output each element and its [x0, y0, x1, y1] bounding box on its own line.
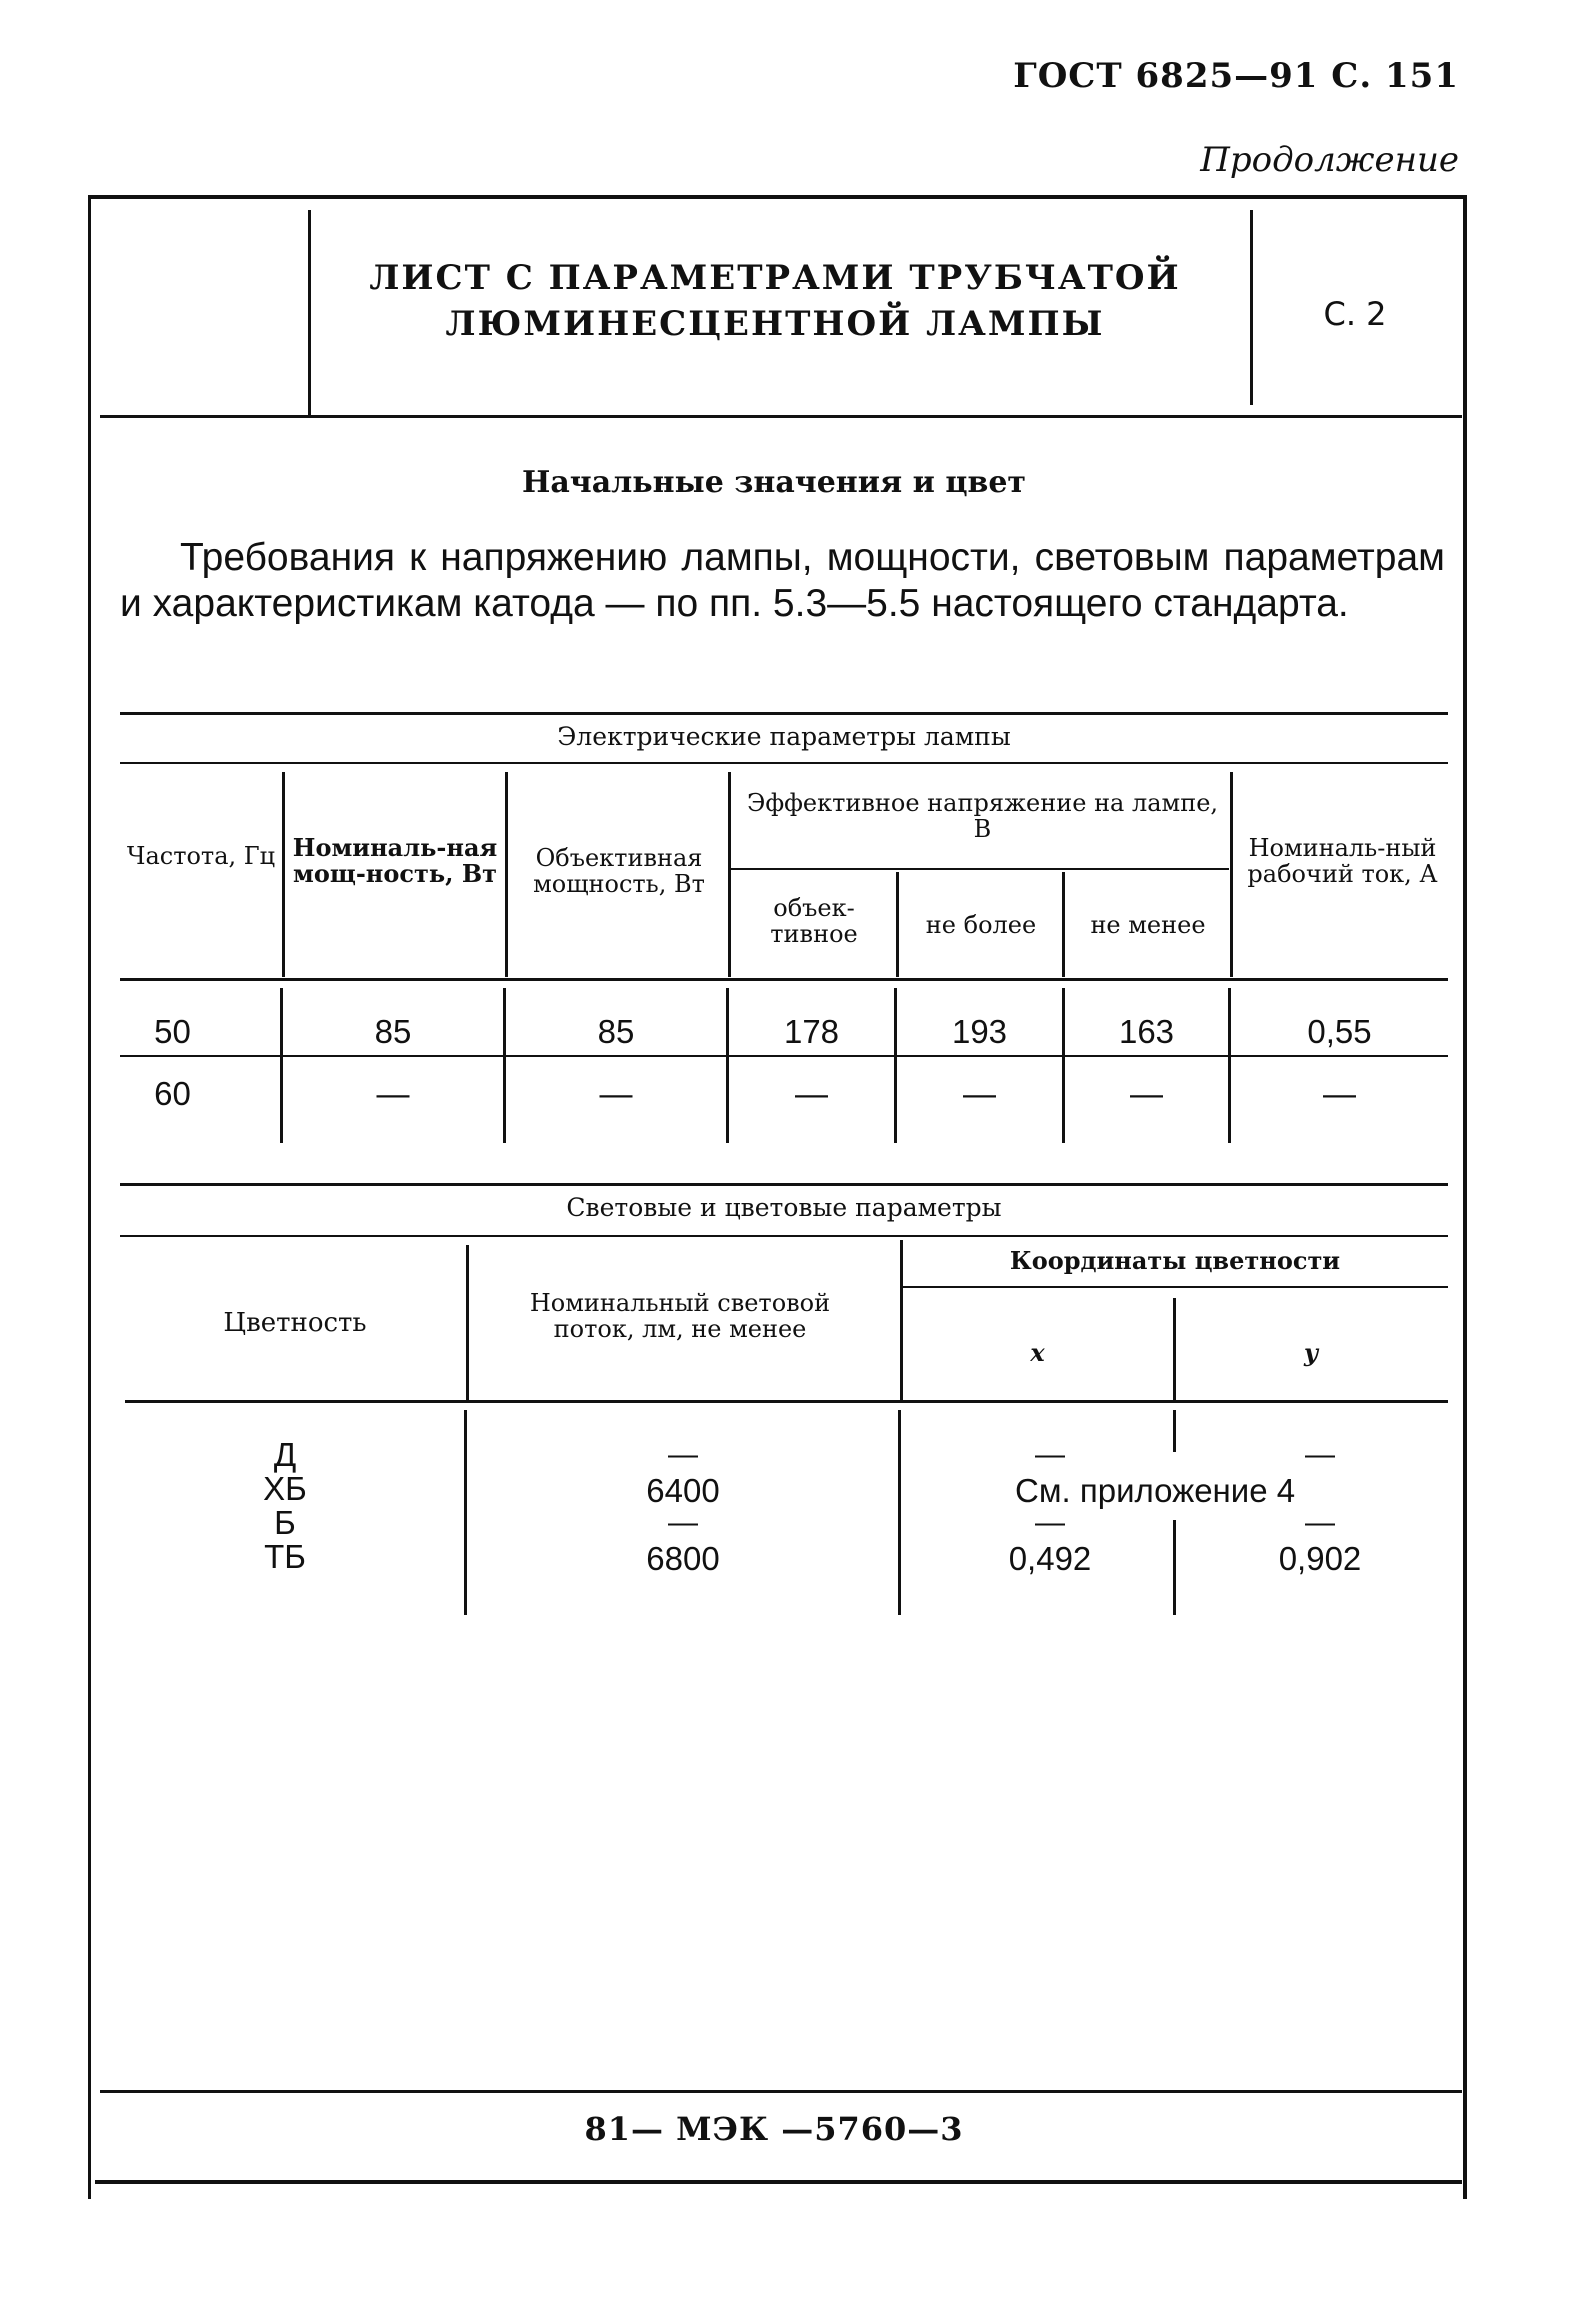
- el-header-current: Номиналь-ный рабочий ток, А: [1247, 834, 1438, 888]
- light-caption: Световые и цветовые параметры: [566, 1193, 1002, 1222]
- light-col-sep-1: [466, 1245, 469, 1400]
- el-row1-v-max: 193: [951, 1013, 1008, 1050]
- el-header-voltage-group: Эффективное напряжение на лампе, В: [746, 789, 1219, 843]
- el-col-sep-5: [1062, 872, 1065, 977]
- light-col-sep-2: [900, 1240, 903, 1400]
- sheet-title-line2: ЛЮМИНЕСЦЕНТНОЙ ЛАМПЫ: [445, 304, 1105, 344]
- el-col-sep-2: [505, 772, 508, 977]
- light-row2-note: См. приложение 4: [1015, 1472, 1296, 1509]
- light-color-list: [125, 1438, 445, 1574]
- el-header-not-less: не менее: [1090, 911, 1206, 939]
- el-col-sep-6: [1230, 772, 1233, 977]
- el-row-line: [120, 1055, 1448, 1057]
- el-data-sep-4: [894, 988, 897, 1143]
- continuation-label: Продолжение: [1200, 140, 1459, 180]
- light-row1-flux: —: [668, 1438, 698, 1471]
- light-row4-x: 0,492: [1008, 1540, 1092, 1577]
- electrical-caption: Электрические параметры лампы: [557, 722, 1011, 751]
- light-coords-sub-line: [903, 1286, 1448, 1288]
- el-row2-objective-power: —: [599, 1075, 633, 1112]
- el-row2-v-obj: —: [795, 1075, 828, 1112]
- el-header-nominal-power: Номиналь-ная мощ-ность, Вт: [292, 833, 498, 888]
- el-data-sep-1: [280, 988, 283, 1143]
- el-col-sep-3: [728, 772, 731, 977]
- el-header-bottom-line: [120, 978, 1448, 981]
- el-row1-objective-power: 85: [597, 1013, 635, 1050]
- light-row2-flux: 6400: [646, 1472, 720, 1509]
- el-data-sep-3: [726, 988, 729, 1143]
- el-row1-current: 0,55: [1307, 1013, 1372, 1050]
- light-row1-x: —: [1035, 1438, 1065, 1471]
- electrical-caption-line: [120, 762, 1448, 764]
- light-caption-line: [120, 1235, 1448, 1237]
- el-row1-nominal: 85: [374, 1013, 412, 1050]
- footer-bottom-line: [95, 2180, 1462, 2184]
- el-row1-freq: 50: [154, 1013, 191, 1050]
- el-col-sep-1: [282, 772, 285, 977]
- el-data-sep-6: [1228, 988, 1231, 1143]
- el-row2-nominal: —: [376, 1075, 410, 1112]
- el-header-objective: объек-тивное: [770, 894, 858, 948]
- light-row3-y: —: [1305, 1506, 1335, 1539]
- el-header-not-more: не более: [925, 911, 1037, 939]
- light-row3-flux: —: [668, 1506, 698, 1539]
- el-row2-v-max: —: [963, 1075, 996, 1112]
- light-data-sep-3b: [1173, 1520, 1176, 1615]
- light-data-sep-1: [464, 1410, 467, 1615]
- light-row4-y: 0,902: [1278, 1540, 1362, 1577]
- el-data-sep-5: [1062, 988, 1065, 1143]
- el-header-objective-power: Объективная мощность, Вт: [533, 844, 705, 898]
- light-row1-y: —: [1305, 1438, 1335, 1471]
- sheet-title: [310, 255, 1240, 347]
- electrical-top-line: [120, 712, 1448, 715]
- sheet-page-number: С. 2: [1323, 295, 1387, 333]
- light-data-sep-2: [898, 1410, 901, 1615]
- light-header-coords: Координаты цветности: [1009, 1246, 1341, 1275]
- doc-reference: ГОСТ 6825—91 С. 151: [1013, 56, 1459, 96]
- light-row2-color: ХБ: [263, 1470, 307, 1507]
- el-row1-v-obj: 178: [783, 1013, 840, 1050]
- light-header-bottom-line: [125, 1400, 1448, 1403]
- light-data-sep-3a: [1173, 1410, 1176, 1452]
- footer-code: 81— МЭК —5760—3: [584, 2110, 964, 2148]
- el-voltage-sub-line: [731, 868, 1229, 870]
- sheet-title-line1: ЛИСТ С ПАРАМЕТРАМИ ТРУБЧАТОЙ: [369, 258, 1181, 298]
- light-row4-color: ТБ: [264, 1538, 306, 1575]
- el-row2-freq: 60: [154, 1075, 191, 1112]
- light-row4-flux: 6800: [646, 1540, 720, 1577]
- el-row2-current: —: [1323, 1075, 1356, 1112]
- light-header-y: y: [1304, 1338, 1318, 1367]
- light-header-flux: Номинальный световой поток, лм, не менее: [529, 1289, 831, 1343]
- el-data-sep-2: [503, 988, 506, 1143]
- section-subtitle: Начальные значения и цвет: [521, 465, 1027, 500]
- footer-top-line: [100, 2090, 1462, 2093]
- el-header-frequency: Частота, Гц: [126, 842, 276, 870]
- title-bottom-line: [100, 415, 1462, 418]
- section-paragraph: [120, 535, 1445, 627]
- light-row3-x: —: [1035, 1506, 1065, 1539]
- el-col-sep-4: [896, 872, 899, 977]
- el-row2-v-min: —: [1130, 1075, 1163, 1112]
- light-row1-color: Д: [273, 1436, 297, 1473]
- section-paragraph-text: Требования к напряжению лампы, мощности, световым параметрам и характеристикам катода — по пп. 5.3—5.5 настоящего стандарта.: [120, 536, 1445, 625]
- light-top-line: [120, 1183, 1448, 1186]
- el-row1-v-min: 163: [1118, 1013, 1175, 1050]
- light-header-x: x: [1030, 1338, 1045, 1367]
- light-row3-color: Б: [274, 1504, 296, 1541]
- title-divider-right: [1250, 210, 1253, 405]
- light-header-color: Цветность: [223, 1308, 367, 1338]
